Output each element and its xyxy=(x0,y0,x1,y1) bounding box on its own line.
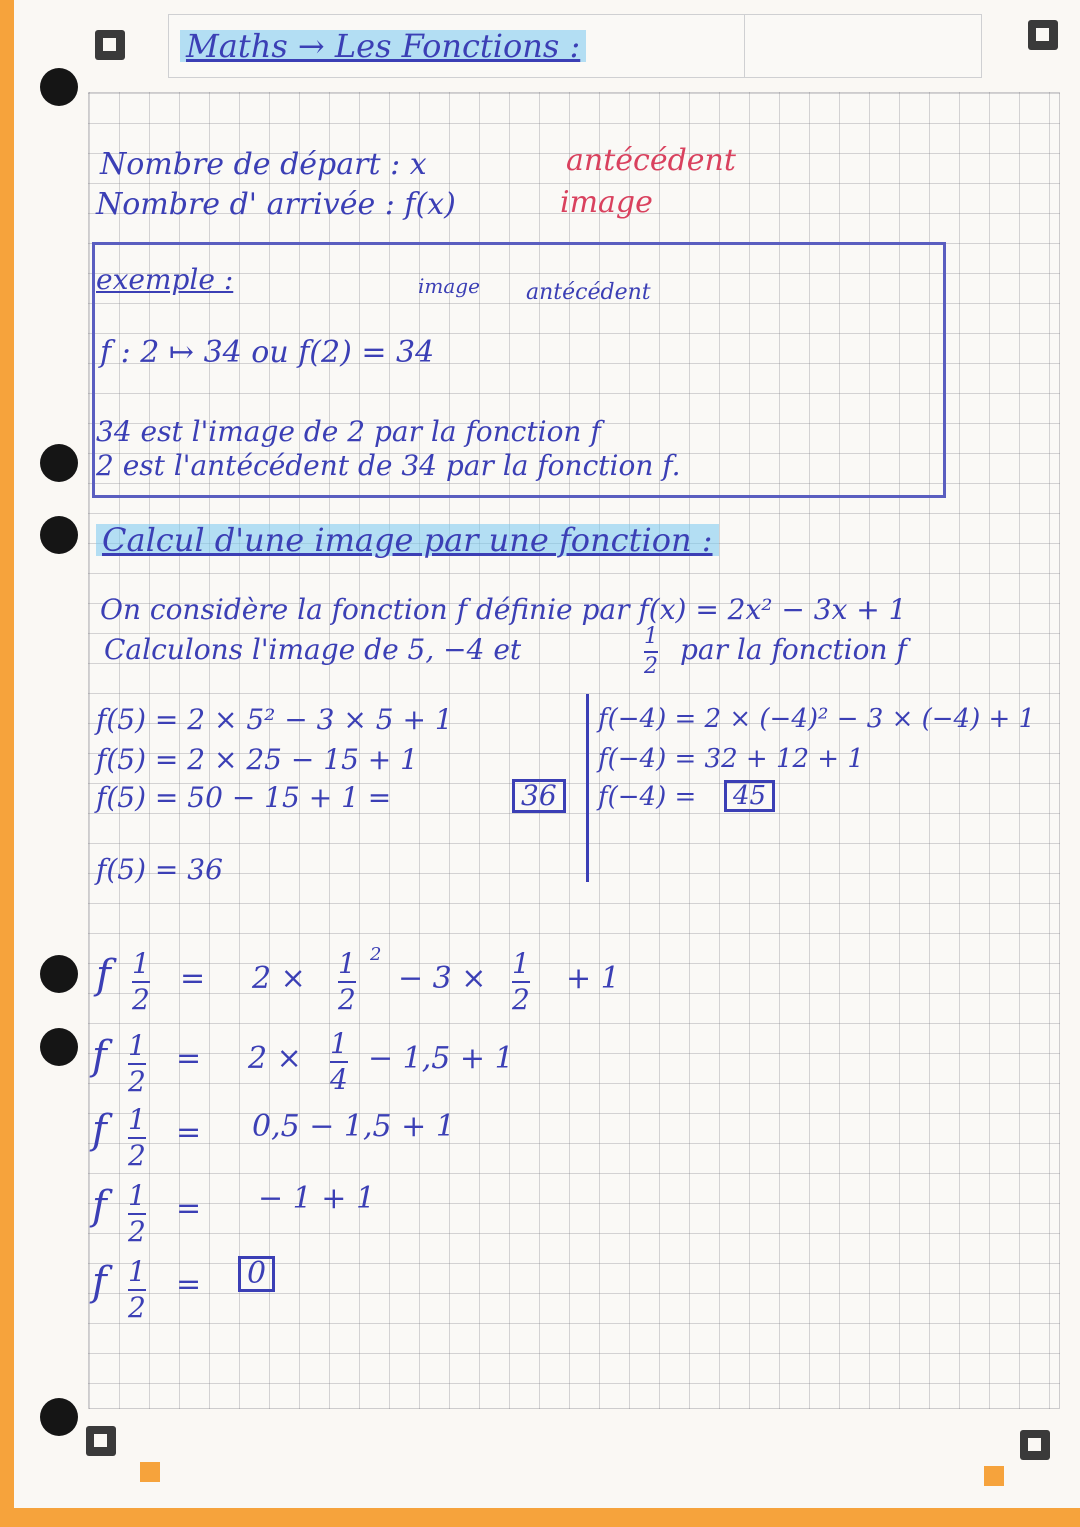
half-f: f xyxy=(92,1107,107,1153)
binder-hole xyxy=(40,1028,78,1066)
orange-marker xyxy=(140,1462,160,1482)
half-arg-fraction: 1 2 xyxy=(128,1103,146,1172)
half-l2-mid: 2 × xyxy=(248,1041,302,1076)
example-line-1: 34 est l'image de 2 par la fonction f xyxy=(96,415,601,448)
half-l3: 0,5 − 1,5 + 1 xyxy=(252,1109,455,1144)
page-title: Maths → Les Fonctions : xyxy=(180,30,586,62)
calcm4-line-2: f(−4) = 32 + 12 + 1 xyxy=(598,744,864,774)
half-eq: = xyxy=(176,1041,202,1076)
column-divider xyxy=(586,694,589,882)
binder-hole xyxy=(40,1398,78,1436)
half-eq: = xyxy=(176,1115,202,1150)
function-definition: On considère la fonction f définie par f(x) = 2x² − 3x + 1 xyxy=(100,593,907,626)
corner-mark-icon xyxy=(1028,20,1058,50)
image-term: image xyxy=(560,185,653,220)
binder-hole xyxy=(40,68,78,106)
corner-mark-icon xyxy=(1020,1430,1050,1460)
example-label: exemple : xyxy=(96,263,234,296)
orange-binder-edge xyxy=(0,0,14,1527)
half-l1-tail: + 1 xyxy=(566,961,620,996)
calcm4-line-1: f(−4) = 2 × (−4)² − 3 × (−4) + 1 xyxy=(598,704,1036,734)
example-line-2: 2 est l'antécédent de 34 par la fonction f. xyxy=(96,449,681,482)
half-l1-mid: 2 × xyxy=(252,961,306,996)
binder-hole xyxy=(40,444,78,482)
half-squared-fraction: 1 2 xyxy=(338,947,356,1016)
half-square-exponent: 2 xyxy=(370,944,382,965)
calc-instruction-end: par la fonction f xyxy=(680,633,907,666)
start-number-label: Nombre de départ : x xyxy=(100,147,427,182)
calc5-line-3: f(5) = 50 − 15 + 1 = xyxy=(96,781,392,814)
half-f: f xyxy=(96,952,111,998)
half-third-fraction: 1 2 xyxy=(512,947,530,1016)
half-arg-fraction: 1 2 xyxy=(128,1029,146,1098)
section-heading: Calcul d'une image par une fonction : xyxy=(96,524,719,556)
half-arg-fraction: 1 2 xyxy=(132,947,150,1016)
annotation-antecedent: antécédent xyxy=(526,280,651,305)
half-eq: = xyxy=(176,1191,202,1226)
half-f: f xyxy=(92,1033,107,1079)
calc5-result-box: 36 xyxy=(512,779,566,813)
half-arg-fraction: 1 2 xyxy=(128,1179,146,1248)
antecedent-term: antécédent xyxy=(566,143,736,178)
half-arg-fraction: 1 2 xyxy=(128,1255,146,1324)
fraction-one-half: 1 2 xyxy=(644,624,658,679)
calc5-summary: f(5) = 36 xyxy=(96,853,223,886)
calc5-line-2: f(5) = 2 × 25 − 15 + 1 xyxy=(96,743,418,776)
corner-mark-icon xyxy=(95,30,125,60)
orange-marker xyxy=(984,1466,1004,1486)
calc5-line-1: f(5) = 2 × 5² − 3 × 5 + 1 xyxy=(96,703,453,736)
example-mapping: f : 2 ↦ 34 ou f(2) = 34 xyxy=(100,335,435,370)
half-l2-end: − 1,5 + 1 xyxy=(368,1041,514,1076)
binder-hole xyxy=(40,955,78,993)
calcm4-result-box: 45 xyxy=(724,780,775,812)
calcm4-line-3: f(−4) = xyxy=(598,782,697,812)
corner-mark-icon xyxy=(86,1426,116,1456)
end-number-label: Nombre d' arrivée : f(x) xyxy=(96,187,456,222)
half-eq: = xyxy=(176,1267,202,1302)
half-quarter-fraction: 1 4 xyxy=(330,1027,348,1096)
half-l1-end: − 3 × xyxy=(398,961,487,996)
calc-instruction: Calculons l'image de 5, −4 et xyxy=(104,633,522,666)
orange-binder-bottom xyxy=(0,1508,1080,1527)
half-eq: = xyxy=(180,961,206,996)
half-f: f xyxy=(92,1183,107,1229)
annotation-image: image xyxy=(418,274,480,298)
half-f: f xyxy=(92,1259,107,1305)
half-result-box: 0 xyxy=(238,1256,275,1292)
binder-hole xyxy=(40,516,78,554)
half-l4: − 1 + 1 xyxy=(258,1181,376,1216)
